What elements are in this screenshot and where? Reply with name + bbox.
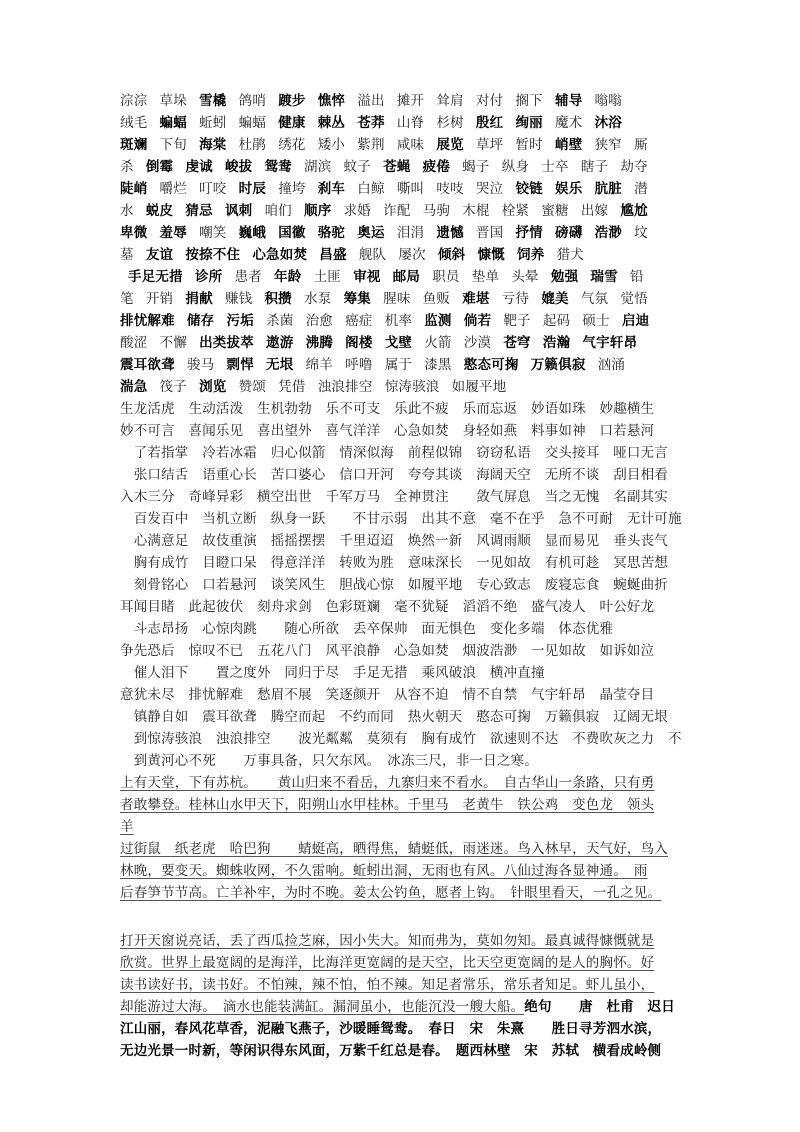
vocab-word: 踱步 [278,93,306,109]
vocab-line [120,244,685,266]
vocab-word: 无垠 [266,357,294,373]
vocab-word: 戈壁 [384,335,413,351]
vocab-line [120,222,685,244]
vocab-word: 倘若 [463,313,492,329]
vocabulary-section [120,90,685,398]
idiom-line: 意犹未尽 排忧解难 愁眉不展 笑逐颜开 从容不迫 情不自禁 气宇轩昂 晶莹夺目 [120,687,655,703]
vocab-word: 撞垮 [278,181,306,197]
vocab-word: 鱼贩 [422,291,451,307]
vocab-word: 溢出 [357,93,385,109]
vocab-line [120,134,685,156]
quote-line: 读书读好书，读书好。不怕辣，辣不怕，怕不辣。知足者常乐，常乐者知足。虾儿虽小， [120,977,655,993]
vocab-word: 士卒 [541,159,569,175]
vocab-word: 万籁俱寂 [530,357,586,373]
sayings-section [120,772,685,904]
vocab-word: 友谊 [145,247,174,263]
vocab-word: 矮小 [317,137,346,153]
vocab-word: 沸腾 [305,335,333,351]
vocab-word: 蝙蝠 [159,115,187,131]
vocab-line [120,90,685,112]
vocab-word: 勉强 [550,269,579,285]
vocab-word: 杀 [120,159,134,175]
vocab-word: 耸肩 [436,93,464,109]
vocab-word: 手足无措 [128,269,183,285]
idiom-line: 张口结舌 语重心长 苦口婆心 信口开河 夸夸其谈 海阔天空 无所不谈 刮目相看 [120,467,668,483]
vocab-line [120,112,685,134]
vocab-word: 觉悟 [620,291,648,307]
vocab-word: 垫单 [471,269,500,285]
vocab-word: 奥运 [357,225,385,241]
vocab-word: 开销 [145,291,174,307]
vocab-line [120,332,685,354]
vocab-word: 蜕皮 [145,203,174,219]
vocab-word: 赚钱 [224,291,253,307]
vocab-word: 下旬 [159,137,187,153]
vocab-word: 癌症 [345,313,373,329]
vocab-word: 倒霉 [145,159,174,175]
vocab-word: 峻拔 [224,159,253,175]
vocab-word: 羞辱 [159,225,187,241]
vocab-word: 骏马 [186,357,215,373]
vocab-word: 棘丛 [317,115,346,131]
idiom-line: 刻骨铭心 口若悬河 谈笑风生 胆战心惊 如履平地 专心致志 废寝忘食 蜿蜒曲折 [120,577,668,593]
poem-heading: 绝句 唐 杜甫 迟日 [524,999,675,1015]
vocab-word: 肮脏 [594,181,622,197]
vocab-word: 心急如焚 [252,247,308,263]
vocab-word: 摊开 [396,93,425,109]
vocab-word: 笔 [120,291,134,307]
idiom-line: 耳闻目睹 此起彼伏 刻舟求剑 色彩斑斓 毫不犹疑 滔滔不绝 盛气凌人 叶公好龙 [120,599,655,615]
vocab-word: 巍峨 [238,225,267,241]
quote-line: 欣赏。世界上最宽阔的是海洋，比海洋更宽阔的是天空，比天空更宽阔的是人的胸怀。好 [120,955,655,971]
vocab-word: 蚯蚓 [199,115,227,131]
vocab-word: 紫荆 [357,137,385,153]
vocab-word: 污垢 [226,313,254,329]
vocab-word: 哭泣 [475,181,504,197]
vocab-word: 陡峭 [120,181,148,197]
idiom-line: 胸有成竹 目瞪口呆 得意洋洋 转败为胜 意味深长 一见如故 有机可趁 冥思苦想 [120,555,668,571]
vocab-word: 魔术 [555,115,583,131]
vocab-word: 呼噜 [345,357,373,373]
vocab-word: 蝎子 [462,159,490,175]
vocab-word: 暂时 [515,137,543,153]
vocab-word: 虔诚 [185,159,213,175]
vocab-word: 山脊 [396,115,425,131]
vocab-line [120,200,685,222]
vocab-word: 尴尬 [620,203,648,219]
vocab-word: 靶子 [503,313,531,329]
idiom-line: 斗志昂扬 心惊肉跳 随心所欲 丢卒保帅 面无惧色 变化多端 体态优雅 [120,621,614,637]
vocab-word: 抒情 [515,225,543,241]
quote-line [120,996,685,1018]
vocab-word: 草垛 [159,93,187,109]
vocab-line [120,266,685,288]
vocab-word: 诊所 [194,269,223,285]
vocab-word: 凭借 [278,379,306,395]
vocab-word: 启迪 [621,313,650,329]
vocab-word: 倾斜 [437,247,466,263]
idiom-section [120,398,685,772]
vocab-word: 嘶叫 [396,181,425,197]
vocab-word: 嚼烂 [159,181,187,197]
vocab-word: 腥味 [383,291,411,307]
vocab-word: 邮局 [392,269,421,285]
vocab-word: 出嫁 [580,203,609,219]
vocab-word: 纵身 [501,159,530,175]
saying-line: 过街鼠 纸老虎 哈巴狗 蜻蜓高，晒得焦，蜻蜓低，雨迷迷。鸟入林早，天气好，鸟入 [120,841,668,857]
vocab-line [120,310,685,332]
vocab-word: 绣花 [278,137,306,153]
vocab-word: 亏待 [501,291,530,307]
quote-text: 却能游过大海。 滴水也能装满缸。漏洞虽小，也能沉没一艘大船。 [120,999,525,1015]
vocab-word: 监测 [424,313,452,329]
vocab-word: 晋国 [475,225,504,241]
vocab-word: 气氛 [580,291,609,307]
vocab-word: 木棍 [462,203,490,219]
vocab-word: 头晕 [511,269,539,285]
section-gap [120,904,685,930]
vocab-word: 厮 [634,137,648,153]
vocab-word: 遨游 [266,335,294,351]
vocab-word: 蚊子 [343,159,371,175]
vocab-word: 泪涓 [396,225,425,241]
vocab-word: 国徽 [278,225,306,241]
vocab-word: 草坪 [475,137,504,153]
saying-line: 上有天堂，下有苏杭。 黄山归来不看岳，九寨归来不看水。 自古华山一条路，只有勇 [120,775,655,791]
vocab-word: 震耳欲聋 [120,357,175,373]
vocab-word: 求婚 [343,203,371,219]
vocab-word: 属于 [384,357,413,373]
vocab-word: 年龄 [274,269,302,285]
vocab-word: 湍急 [120,379,148,395]
vocab-word: 剽悍 [226,357,254,373]
vocab-word: 憨态可掬 [463,357,519,373]
vocab-word: 白鲸 [357,181,385,197]
vocab-word: 舰队 [358,247,387,263]
vocab-word: 憔悴 [317,93,346,109]
vocab-word: 昌盛 [319,247,347,263]
vocab-word: 展览 [436,137,464,153]
vocab-word: 淙淙 [120,93,148,109]
vocab-word: 按捺不住 [185,247,241,263]
vocab-word: 时辰 [238,181,267,197]
vocab-word: 绵羊 [305,357,333,373]
saying-line: 羊 [120,819,134,835]
vocab-word: 峭壁 [555,137,583,153]
vocab-word: 遗憾 [436,225,464,241]
vocab-word: 卑微 [120,225,148,241]
poem-line: 无边光景一时新，等闲识得东风面，万紫千红总是春。 题西林壁 宋 苏轼 横看成岭侧 [120,1043,662,1059]
vocab-word: 浩瀚 [542,335,571,351]
vocab-word: 患者 [234,269,262,285]
vocab-word: 狭窄 [594,137,622,153]
vocab-word: 苍莽 [357,115,385,131]
vocab-word: 杀菌 [266,313,294,329]
vocab-word: 疲倦 [422,159,451,175]
vocab-line [120,288,685,310]
vocab-word: 咱们 [264,203,292,219]
idiom-line: 争先恐后 惊叹不已 五花八门 风平浪静 心急如焚 烟波浩渺 一见如故 如诉如泣 [120,643,655,659]
vocab-line [120,178,685,200]
vocab-word: 蜜糖 [541,203,569,219]
vocab-word: 猜忌 [185,203,213,219]
vocab-word: 顺序 [304,203,332,219]
vocab-word: 起码 [542,313,571,329]
quotes-poems-section [120,930,685,1062]
vocab-word: 栓紧 [501,203,530,219]
idiom-line: 入木三分 奇峰异彩 横空出世 千军万马 全神贯注 敛气屏息 当之无愧 名副其实 [120,489,668,505]
vocab-word: 对付 [475,93,504,109]
vocab-word: 讽刺 [224,203,253,219]
vocab-word: 雪橇 [199,93,227,109]
vocab-word: 沐浴 [594,115,622,131]
vocab-word: 绒毛 [120,115,148,131]
vocab-word: 叮咬 [199,181,227,197]
vocab-word: 审视 [353,269,381,285]
vocab-word: 筹集 [343,291,371,307]
idiom-line: 镇静自如 震耳欲聋 腾空而起 不约而同 热火朝天 憨态可掬 万籁俱寂 辽阔无垠 [120,709,668,725]
vocab-word: 苍蝇 [383,159,411,175]
vocab-word: 筏子 [159,379,187,395]
vocab-word: 健康 [278,115,306,131]
vocab-word: 不懈 [159,335,187,351]
vocab-word: 墓 [120,247,134,263]
idiom-line: 到惊涛骇浪 浊浪排空 波光粼粼 莫须有 胸有成竹 欲速则不达 不费吹灰之力 不 [120,731,682,747]
vocab-word: 火箭 [424,335,452,351]
document-body [120,90,685,1062]
vocab-word: 吱吱 [436,181,464,197]
vocab-word: 铰链 [515,181,543,197]
vocab-word: 杜鹃 [238,137,267,153]
vocab-word: 积攒 [264,291,292,307]
vocab-word: 排忧解难 [120,313,175,329]
vocab-word: 水 [120,203,134,219]
vocab-word: 硕士 [582,313,610,329]
vocab-word: 土匪 [313,269,341,285]
vocab-word: 储存 [186,313,215,329]
vocab-word: 娱乐 [555,181,583,197]
vocab-word: 瞎子 [580,159,609,175]
vocab-word: 捐献 [185,291,213,307]
idiom-line: 了若指掌 冷若冰霜 归心似箭 情深似海 前程似锦 窃窃私语 交头接耳 哑口无言 [120,445,668,461]
idiom-line: 催人泪下 置之度外 同归于尽 手足无措 乘风破浪 横冲直撞 [120,665,545,681]
vocab-word: 海棠 [199,137,227,153]
vocab-word: 猎犬 [556,247,584,263]
vocab-word: 鸽哨 [238,93,267,109]
vocab-line [120,156,685,178]
vocab-word: 汹涌 [597,357,626,373]
vocab-word: 殷红 [475,115,504,131]
vocab-word: 斑斓 [120,137,148,153]
vocab-word: 如履平地 [451,379,507,395]
idiom-line: 生龙活虎 生动活泼 生机勃勃 乐不可支 乐此不疲 乐而忘返 妙语如珠 妙趣横生 [120,401,655,417]
vocab-word: 屡次 [398,247,426,263]
vocab-word: 磅礴 [555,225,583,241]
idiom-line: 妙不可言 喜闻乐见 喜出望外 喜气洋洋 心急如焚 身轻如燕 料事如神 口若悬河 [120,423,655,439]
vocab-word: 浊浪排空 [317,379,373,395]
vocab-word: 浩渺 [594,225,622,241]
vocab-word: 沙漠 [463,335,492,351]
vocab-word: 水泵 [304,291,332,307]
vocab-word: 辅导 [555,93,583,109]
idiom-line: 到黄河心不死 万事具备，只欠东风。 冰冻三尺，非一日之寒。 [120,753,538,769]
vocab-word: 难堪 [462,291,490,307]
vocab-word: 瑞雪 [590,269,618,285]
saying-line: 林晚，要变天。蜘蛛收网，不久雷响。蚯蚓出洞，无雨也有风。八仙过海各显神通。 雨 [120,863,648,879]
vocab-word: 出类拔萃 [199,335,254,351]
vocab-word: 劫夺 [620,159,648,175]
vocab-word: 漆黑 [424,357,452,373]
vocab-line [120,376,685,398]
vocab-word: 刹车 [317,181,346,197]
saying-line: 者敢攀登。桂林山水甲天下，阳朔山水甲桂林。千里马 老黄牛 铁公鸡 变色龙 领头 [120,797,655,813]
vocab-word: 杉树 [436,115,464,131]
vocab-word: 嗡嗡 [594,93,622,109]
vocab-word: 赞颂 [238,379,267,395]
vocab-word: 饲养 [517,247,545,263]
saying-line: 后春笋节节高。亡羊补牢，为时不晚。姜太公钓鱼，愿者上钩。 针眼里看天，一孔之见。 [120,885,662,901]
vocab-word: 职员 [432,269,460,285]
vocab-word: 机率 [384,313,413,329]
vocab-word: 骆驼 [317,225,346,241]
vocab-word: 搁下 [515,93,543,109]
vocab-word: 蝙蝠 [238,115,267,131]
vocab-word: 浏览 [199,379,227,395]
vocab-word: 阁楼 [345,335,373,351]
vocab-word: 惊涛骇浪 [384,379,440,395]
idiom-line: 心满意足 故伎重演 摇摇摆摆 千里迢迢 焕然一新 风调雨顺 显而易见 垂头丧气 [120,533,668,549]
vocab-word: 诈配 [383,203,411,219]
quote-line: 打开天窗说亮话，丢了西瓜捡芝麻，因小失大。知而弗为，莫如勿知。最真诚得慷慨就是 [120,933,655,949]
poem-line: 江山丽，春风花草香，泥融飞燕子，沙暖睡鸳鸯。 春日 宋 朱熹 胜日寻芳泗水滨， [120,1021,662,1037]
vocab-word: 鸳鸯 [264,159,292,175]
vocab-word: 铅 [629,269,644,285]
vocab-word: 苍穹 [503,335,531,351]
vocab-word: 湖滨 [304,159,332,175]
vocab-word: 绚丽 [515,115,543,131]
vocab-line [120,354,685,376]
vocab-word: 马驹 [422,203,451,219]
vocab-word: 气宇轩昂 [582,335,638,351]
idiom-line: 百发百中 当机立断 纵身一跃 不甘示弱 出其不意 毫不在乎 急不可耐 无计可施 [120,511,682,527]
vocab-word: 慷慨 [477,247,505,263]
vocab-word: 潜 [634,181,648,197]
vocab-word: 咸味 [396,137,425,153]
vocab-word: 嘲笑 [199,225,227,241]
vocab-word: 媲美 [541,291,569,307]
vocab-word: 坟 [634,225,648,241]
vocab-word: 酸涩 [120,335,148,351]
vocab-word: 治愈 [305,313,333,329]
